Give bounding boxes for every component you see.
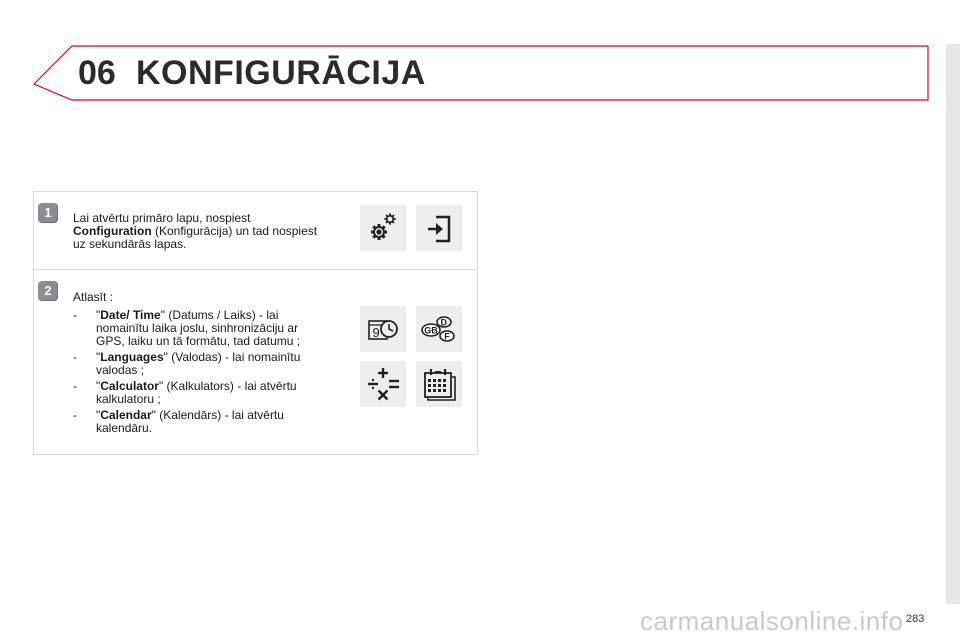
calendar-button[interactable]	[416, 361, 462, 407]
step-1-line-c: uz sekundārās lapas.	[73, 237, 187, 251]
date-time-label: Date/ Time	[100, 308, 161, 322]
date-time-icon	[360, 306, 406, 352]
list-item-text: "Date/ Time" (Datums / Laiks) - lai nomainītu laika joslu, sinhronizāciju ar GPS, laiku un tā formātu, tad datumu ;	[96, 308, 301, 348]
step-1-configuration: Configuration	[73, 224, 152, 238]
languages-icon	[416, 306, 462, 352]
languages-button[interactable]	[416, 306, 462, 352]
secondary-page-button[interactable]	[416, 205, 462, 251]
list-item-text: "Calendar" (Kalendārs) - lai atvērtu kalendāru.	[96, 408, 284, 435]
list-dash: -	[73, 379, 77, 393]
step-1-line-b: (Konfigurācija) un tad nospiest	[151, 224, 318, 238]
panel-divider	[33, 269, 477, 270]
calculator-label: Calculator	[100, 379, 159, 393]
settings-gears-icon	[360, 205, 406, 251]
step-badge-1: 1	[38, 203, 58, 223]
chapter-number: 06	[78, 54, 116, 92]
list-item-text: "Calculator" (Kalkulators) - lai atvērtu kalkulatoru ;	[96, 379, 297, 406]
side-bar	[946, 44, 960, 604]
languages-label: Languages	[100, 350, 164, 364]
page-title: KONFIGURĀCIJA	[136, 54, 426, 92]
step-2-intro: Atlasīt :	[73, 290, 114, 304]
list-dash: -	[73, 408, 77, 422]
list-item-text: "Languages" (Valodas) - lai nomainītu valodas ;	[96, 350, 301, 377]
calendar-icon	[416, 361, 462, 407]
date-time-button[interactable]	[360, 306, 406, 352]
step-1-text	[73, 212, 353, 251]
lang-code-d: D	[440, 317, 447, 328]
configuration-button[interactable]	[360, 205, 406, 251]
calculator-button[interactable]	[360, 361, 406, 407]
lang-code-gb: GB	[424, 325, 438, 336]
clock-digit: 9	[372, 325, 380, 340]
step-badge-2: 2	[38, 281, 58, 301]
list-dash: -	[73, 350, 77, 364]
page-header	[0, 0, 960, 110]
page-number: 283	[906, 613, 925, 625]
calculator-icon	[360, 361, 406, 407]
calendar-label: Calendar	[100, 408, 152, 422]
watermark: carmanualsonline.info	[640, 606, 904, 636]
step-1-line-a: Lai atvērtu primāro lapu, nospiest	[73, 211, 251, 225]
list-dash: -	[73, 308, 77, 322]
enter-page-icon	[416, 205, 462, 251]
lang-code-f: F	[444, 331, 450, 342]
